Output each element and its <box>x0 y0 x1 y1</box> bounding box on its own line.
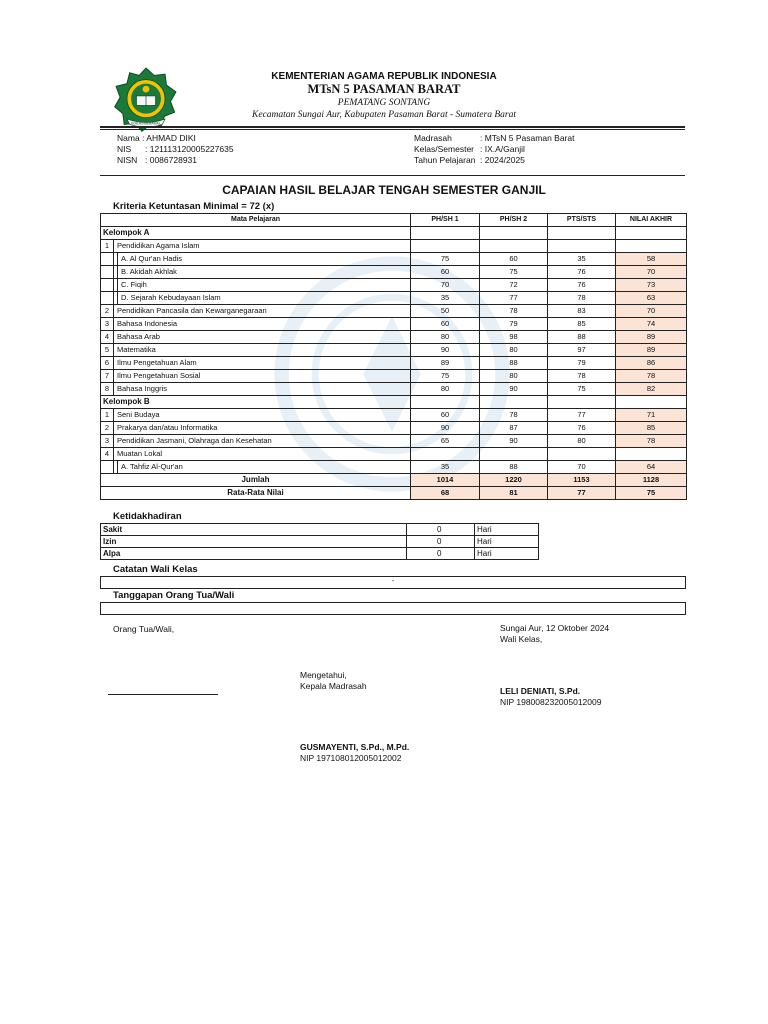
mengetahui-label: Mengetahui, <box>300 670 347 680</box>
score-cell <box>480 240 548 253</box>
score-cell: 90 <box>480 383 548 396</box>
column-header: PH/SH 2 <box>480 214 548 227</box>
final-score: 89 <box>616 344 687 357</box>
school-address: Kecamatan Sungai Aur, Kabupaten Pasaman Barat - Sumatera Barat <box>252 110 516 120</box>
score-cell: 60 <box>411 409 480 422</box>
score-cell: 35 <box>411 292 480 305</box>
score-cell <box>411 396 480 409</box>
subject-number <box>101 461 114 473</box>
score-cell: 88 <box>480 357 548 370</box>
attendance-label: Alpa <box>101 548 407 560</box>
subject-number <box>101 253 114 265</box>
table-row <box>101 396 687 409</box>
parent-response-box <box>100 602 686 615</box>
average-row <box>101 487 687 500</box>
wali-notes-content: - <box>391 578 395 585</box>
subject-label: C. Fiqih <box>117 279 147 291</box>
subject-number: 6 <box>101 357 114 369</box>
final-score <box>616 448 687 461</box>
score-cell: 77 <box>480 292 548 305</box>
subject-cell <box>101 344 411 357</box>
student-name: Nama : AHMAD DIKI <box>117 133 196 143</box>
score-cell <box>548 396 616 409</box>
group-label: Kelompok B <box>101 396 411 409</box>
subject-number: 3 <box>101 435 114 447</box>
final-score <box>616 396 687 409</box>
attendance-row <box>101 536 539 548</box>
table-row <box>101 370 687 383</box>
subject-number: 1 <box>101 409 114 421</box>
column-header: Mata Pelajaran <box>101 214 411 227</box>
average-row-label: Rata-Rata Nilai <box>101 487 411 500</box>
wali-kelas-name: LELI DENIATI, S.Pd. <box>500 686 581 696</box>
subject-label: B. Akidah Akhlak <box>117 266 177 278</box>
subject-label: A. Al Qur'an Hadis <box>117 253 182 265</box>
subject-cell <box>101 422 411 435</box>
subject-cell <box>101 435 411 448</box>
subject-label: Pendidikan Pancasila dan Kewarganegaraan <box>117 306 267 315</box>
subject-label: Prakarya dan/atau Informatika <box>117 423 218 432</box>
wali-notes-title: Catatan Wali Kelas <box>113 564 198 575</box>
attendance-value: 0 <box>407 536 475 548</box>
score-cell: 79 <box>480 318 548 331</box>
score-cell: 35 <box>548 253 616 266</box>
subject-cell <box>101 318 411 331</box>
table-row <box>101 357 687 370</box>
column-header: PH/SH 1 <box>411 214 480 227</box>
score-cell: 78 <box>480 305 548 318</box>
score-cell: 75 <box>548 383 616 396</box>
madrasah-label: Madrasah <box>414 133 452 143</box>
subject-cell <box>101 357 411 370</box>
table-row <box>101 227 687 240</box>
score-cell <box>480 396 548 409</box>
subject-cell <box>101 266 411 279</box>
total-row-label: Jumlah <box>101 474 411 487</box>
final-score: 89 <box>616 331 687 344</box>
table-row <box>101 305 687 318</box>
score-cell <box>480 227 548 240</box>
tahun-label: Tahun Pelajaran <box>414 155 476 165</box>
kepala-name: GUSMAYENTI, S.Pd., M.Pd. <box>300 742 410 752</box>
nis-label: NIS <box>117 144 132 154</box>
score-cell: 90 <box>411 422 480 435</box>
final-score <box>616 240 687 253</box>
subject-cell <box>101 370 411 383</box>
subject-number <box>101 292 114 304</box>
subject-number: 8 <box>101 383 114 395</box>
attendance-title: Ketidakhadiran <box>113 511 182 522</box>
average-row-value: 77 <box>548 487 616 500</box>
final-score: 74 <box>616 318 687 331</box>
total-row <box>101 474 687 487</box>
score-cell: 65 <box>411 435 480 448</box>
subject-cell <box>101 253 411 266</box>
final-score: 64 <box>616 461 687 474</box>
subject-cell <box>101 461 411 474</box>
school-area: PEMATANG SONTANG <box>337 98 431 108</box>
score-cell: 88 <box>480 461 548 474</box>
attendance-value: 0 <box>407 524 475 536</box>
tahun-value: : 2024/2025 <box>480 155 525 165</box>
nisn-value: : 0086728931 <box>145 155 197 165</box>
subject-label: Pendidikan Agama Islam <box>117 241 200 250</box>
header-rule-thick <box>100 126 685 128</box>
final-score: 85 <box>616 422 687 435</box>
parent-response-title: Tanggapan Orang Tua/Wali <box>113 590 235 601</box>
attendance-table <box>100 523 539 560</box>
subject-cell <box>101 279 411 292</box>
score-cell: 80 <box>480 370 548 383</box>
subject-cell <box>101 240 411 253</box>
school-name: MTsN 5 PASAMAN BARAT <box>307 82 461 96</box>
grades-table <box>100 213 687 500</box>
score-cell <box>411 240 480 253</box>
table-row <box>101 422 687 435</box>
wali-kelas-nip: NIP 198008232005012009 <box>500 697 602 707</box>
total-row-value: 1014 <box>411 474 480 487</box>
final-score: 63 <box>616 292 687 305</box>
nisn-label: NISN <box>117 155 138 165</box>
final-score: 70 <box>616 266 687 279</box>
score-cell: 76 <box>548 279 616 292</box>
table-row <box>101 344 687 357</box>
final-score: 82 <box>616 383 687 396</box>
kelas-label: Kelas/Semester <box>414 144 474 154</box>
attendance-row <box>101 524 539 536</box>
score-cell: 76 <box>548 266 616 279</box>
score-cell <box>480 448 548 461</box>
score-cell <box>548 227 616 240</box>
score-cell <box>411 227 480 240</box>
score-cell: 70 <box>411 279 480 292</box>
subject-number: 4 <box>101 331 114 343</box>
subject-label: A. Tahfiz Al-Qur'an <box>117 461 183 473</box>
kkm-label: Kriteria Ketuntasan Minimal = 72 (x) <box>113 201 275 212</box>
madrasah-value: : MTsN 5 Pasaman Barat <box>480 133 575 143</box>
report-title: CAPAIAN HASIL BELAJAR TENGAH SEMESTER GANJIL <box>222 183 546 197</box>
average-row-value: 81 <box>480 487 548 500</box>
student-info-right <box>414 133 574 166</box>
final-score: 71 <box>616 409 687 422</box>
total-row-value: 1153 <box>548 474 616 487</box>
score-cell: 72 <box>480 279 548 292</box>
kepala-nip: NIP 197108012005012002 <box>300 753 402 763</box>
ministry-name: KEMENTERIAN AGAMA REPUBLIK INDONESIA <box>271 71 497 82</box>
score-cell: 90 <box>480 435 548 448</box>
nis-value: : 121113120005227635 <box>145 144 234 154</box>
svg-text:IKHLAS BERAMAL: IKHLAS BERAMAL <box>131 121 161 126</box>
subject-number: 4 <box>101 448 114 460</box>
subject-label: Bahasa Arab <box>117 332 160 341</box>
subject-label: D. Sejarah Kebudayaan Islam <box>117 292 221 304</box>
score-cell: 89 <box>411 357 480 370</box>
score-cell: 80 <box>411 331 480 344</box>
score-cell: 75 <box>480 266 548 279</box>
subject-number: 2 <box>101 305 114 317</box>
subject-cell <box>101 383 411 396</box>
column-header: NILAI AKHIR <box>616 214 687 227</box>
final-score: 70 <box>616 305 687 318</box>
table-row <box>101 448 687 461</box>
subject-number: 3 <box>101 318 114 330</box>
student-info-left <box>117 133 234 166</box>
score-cell: 90 <box>411 344 480 357</box>
score-cell: 77 <box>548 409 616 422</box>
score-cell: 76 <box>548 422 616 435</box>
table-row <box>101 266 687 279</box>
final-score: 73 <box>616 279 687 292</box>
final-score: 86 <box>616 357 687 370</box>
score-cell <box>411 448 480 461</box>
score-cell: 79 <box>548 357 616 370</box>
score-cell: 78 <box>480 409 548 422</box>
table-row <box>101 240 687 253</box>
attendance-value: 0 <box>407 548 475 560</box>
score-cell: 98 <box>480 331 548 344</box>
table-row <box>101 253 687 266</box>
parent-sign-label: Orang Tua/Wali, <box>113 624 175 634</box>
subject-number: 1 <box>101 240 114 252</box>
info-rule <box>100 175 685 176</box>
subject-number: 7 <box>101 370 114 382</box>
score-cell: 35 <box>411 461 480 474</box>
final-score: 58 <box>616 253 687 266</box>
subject-cell <box>101 448 411 461</box>
final-score <box>616 227 687 240</box>
table-row <box>101 279 687 292</box>
final-score: 78 <box>616 370 687 383</box>
score-cell: 97 <box>548 344 616 357</box>
group-label: Kelompok A <box>101 227 411 240</box>
score-cell: 75 <box>411 253 480 266</box>
total-row-value: 1128 <box>616 474 687 487</box>
kelas-value: : IX.A/Ganjil <box>480 144 525 154</box>
score-cell: 78 <box>548 370 616 383</box>
subject-label: Bahasa Inggris <box>117 384 168 393</box>
score-cell: 80 <box>411 383 480 396</box>
subject-number: 2 <box>101 422 114 434</box>
subject-label: Seni Budaya <box>117 410 160 419</box>
score-cell: 60 <box>480 253 548 266</box>
parent-sign-line <box>108 694 218 695</box>
score-cell: 78 <box>548 292 616 305</box>
score-cell: 87 <box>480 422 548 435</box>
table-row <box>101 292 687 305</box>
subject-label: Bahasa Indonesia <box>117 319 178 328</box>
score-cell <box>548 448 616 461</box>
attendance-unit: Hari <box>475 524 539 536</box>
place-date: Sungai Aur, 12 Oktober 2024 <box>500 623 610 633</box>
score-cell: 83 <box>548 305 616 318</box>
attendance-unit: Hari <box>475 548 539 560</box>
subject-number: 5 <box>101 344 114 356</box>
attendance-label: Sakit <box>101 524 407 536</box>
wali-kelas-label: Wali Kelas, <box>500 634 543 644</box>
score-cell: 70 <box>548 461 616 474</box>
subject-label: Ilmu Pengetahuan Alam <box>117 358 197 367</box>
average-row-value: 68 <box>411 487 480 500</box>
table-header <box>101 214 687 227</box>
score-cell: 50 <box>411 305 480 318</box>
subject-label: Muatan Lokal <box>117 449 163 458</box>
subject-label: Pendidikan Jasmani, Olahraga dan Kesehatan <box>117 436 272 445</box>
score-cell: 60 <box>411 266 480 279</box>
table-row <box>101 435 687 448</box>
column-header: PTS/STS <box>548 214 616 227</box>
subject-cell <box>101 305 411 318</box>
subject-number <box>101 279 114 291</box>
score-cell: 80 <box>548 435 616 448</box>
average-row-value: 75 <box>616 487 687 500</box>
table-row <box>101 461 687 474</box>
kepala-madrasah-label: Kepala Madrasah <box>300 681 367 691</box>
table-row <box>101 409 687 422</box>
score-cell: 88 <box>548 331 616 344</box>
subject-label: Ilmu Pengetahuan Sosial <box>117 371 201 380</box>
final-score: 78 <box>616 435 687 448</box>
header-rule-thin <box>100 129 685 130</box>
total-row-value: 1220 <box>480 474 548 487</box>
subject-cell <box>101 292 411 305</box>
score-cell: 80 <box>480 344 548 357</box>
score-cell: 75 <box>411 370 480 383</box>
score-cell: 85 <box>548 318 616 331</box>
wali-notes-box <box>100 576 686 589</box>
attendance-label: Izin <box>101 536 407 548</box>
subject-cell <box>101 409 411 422</box>
table-row <box>101 383 687 396</box>
table-row <box>101 331 687 344</box>
attendance-unit: Hari <box>475 536 539 548</box>
table-row <box>101 318 687 331</box>
attendance-row <box>101 548 539 560</box>
score-cell <box>548 240 616 253</box>
subject-cell <box>101 331 411 344</box>
score-cell: 60 <box>411 318 480 331</box>
subject-label: Matematika <box>117 345 156 354</box>
subject-number <box>101 266 114 278</box>
